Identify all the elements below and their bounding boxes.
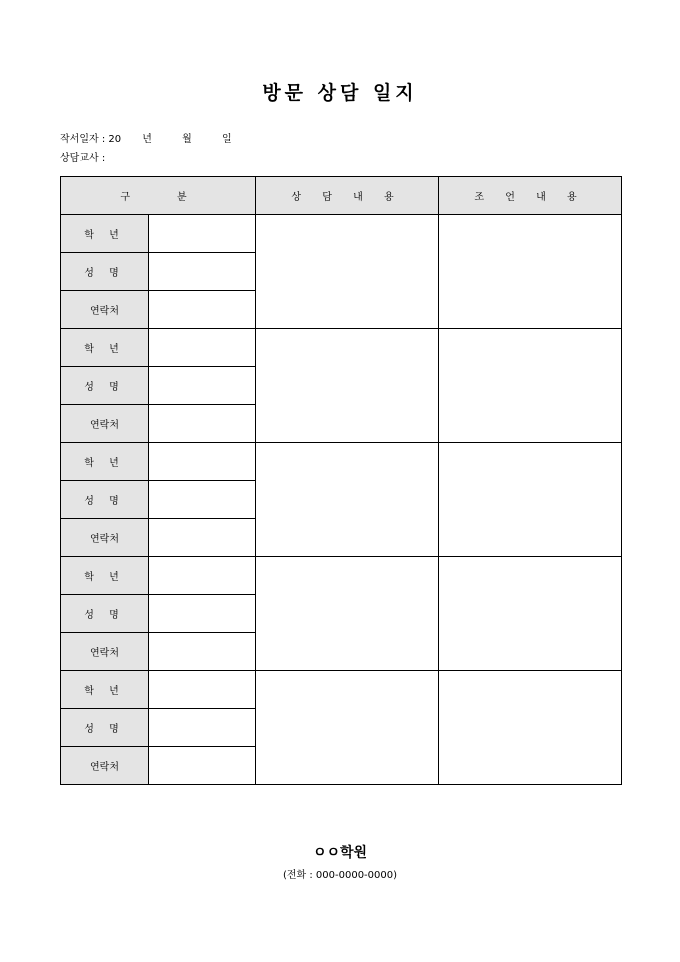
academy-phone: (전화 : 000-0000-0000) xyxy=(282,870,398,881)
row-value-cell[interactable] xyxy=(149,253,256,291)
table-row xyxy=(61,671,622,709)
row-value-cell[interactable] xyxy=(149,367,256,405)
row-label: 성 명 xyxy=(61,253,149,291)
advice-content-cell[interactable] xyxy=(439,557,622,671)
row-label: 학 년 xyxy=(61,329,149,367)
date-line xyxy=(60,133,232,146)
row-label: 연락처 xyxy=(61,291,149,329)
page-title: 방문 상담 일지 xyxy=(262,82,418,104)
row-label: 성 명 xyxy=(61,709,149,747)
row-value-cell[interactable] xyxy=(149,329,256,367)
row-label: 학 년 xyxy=(61,671,149,709)
table-row xyxy=(61,443,622,481)
advice-content-cell[interactable] xyxy=(439,215,622,329)
row-value-cell[interactable] xyxy=(149,481,256,519)
consultation-table xyxy=(60,176,622,785)
row-value-cell[interactable] xyxy=(149,595,256,633)
consultation-content-cell[interactable] xyxy=(256,671,439,785)
consultation-content-cell[interactable] xyxy=(256,443,439,557)
teacher-line xyxy=(60,152,105,165)
row-label: 성 명 xyxy=(61,481,149,519)
date-label: 작서일자 : 20 xyxy=(60,134,122,145)
header-category: 구 분 xyxy=(61,177,256,215)
table-row xyxy=(61,557,622,595)
row-value-cell[interactable] xyxy=(149,443,256,481)
consultation-content-cell[interactable] xyxy=(256,557,439,671)
row-label: 성 명 xyxy=(61,367,149,405)
row-label: 성 명 xyxy=(61,595,149,633)
row-label: 학 년 xyxy=(61,443,149,481)
row-value-cell[interactable] xyxy=(149,405,256,443)
advice-content-cell[interactable] xyxy=(439,443,622,557)
advice-content-cell[interactable] xyxy=(439,671,622,785)
row-label: 학 년 xyxy=(61,215,149,253)
row-value-cell[interactable] xyxy=(149,557,256,595)
advice-content-cell[interactable] xyxy=(439,329,622,443)
row-label: 연락처 xyxy=(61,633,149,671)
month-unit: 월 xyxy=(182,134,192,145)
academy-name: ㅇㅇ학원 xyxy=(312,845,368,861)
row-value-cell[interactable] xyxy=(149,519,256,557)
table-row xyxy=(61,215,622,253)
header-row xyxy=(61,177,622,215)
row-value-cell[interactable] xyxy=(149,709,256,747)
row-label: 연락처 xyxy=(61,747,149,785)
consultation-content-cell[interactable] xyxy=(256,215,439,329)
row-label: 연락처 xyxy=(61,405,149,443)
header-consultation-content: 상 담 내 용 xyxy=(256,177,439,215)
table-row xyxy=(61,329,622,367)
row-value-cell[interactable] xyxy=(149,671,256,709)
row-value-cell[interactable] xyxy=(149,291,256,329)
table-body xyxy=(61,215,622,785)
teacher-label: 상담교사 : xyxy=(60,153,106,164)
day-unit: 일 xyxy=(222,134,232,145)
header-advice-content: 조 언 내 용 xyxy=(439,177,622,215)
row-label: 학 년 xyxy=(61,557,149,595)
row-label: 연락처 xyxy=(61,519,149,557)
consultation-content-cell[interactable] xyxy=(256,329,439,443)
year-unit: 년 xyxy=(142,134,152,145)
row-value-cell[interactable] xyxy=(149,215,256,253)
row-value-cell[interactable] xyxy=(149,633,256,671)
row-value-cell[interactable] xyxy=(149,747,256,785)
